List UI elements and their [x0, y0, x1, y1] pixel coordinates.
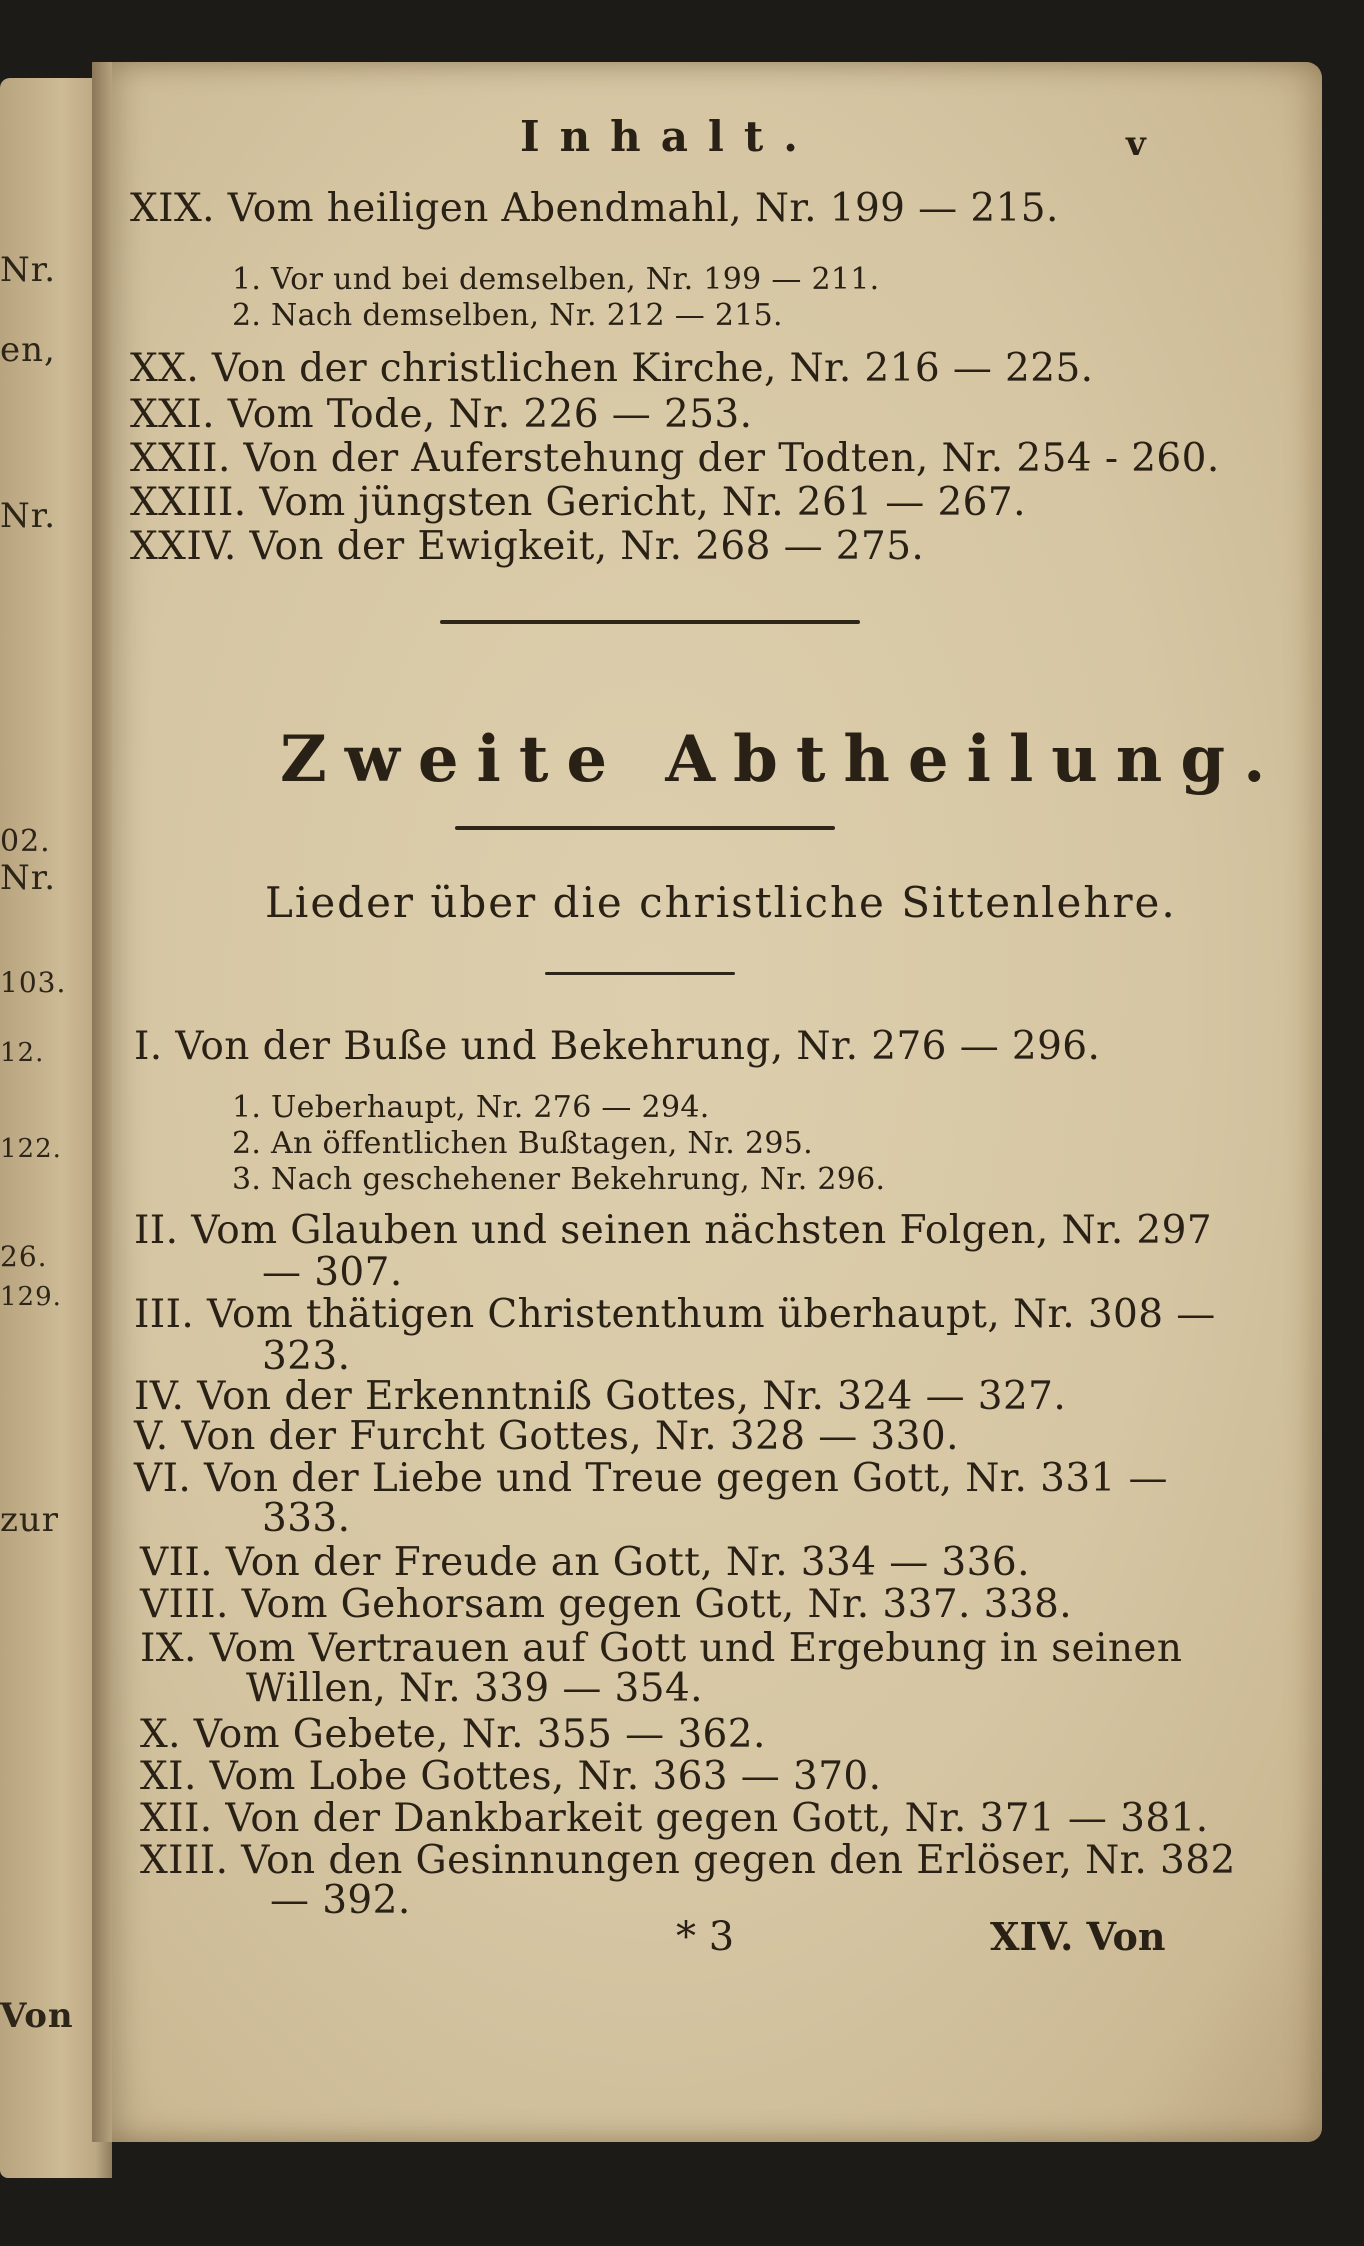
left-page-fragment: 26. [0, 1240, 48, 1273]
toc-subentry: 2. Nach demselben, Nr. 212 — 215. [232, 298, 783, 333]
toc-entry-continuation: 333. [262, 1496, 351, 1541]
toc-entry-continuation: — 392. [270, 1878, 411, 1923]
left-page-fragment: en, [0, 330, 56, 370]
toc-entry: XXIII. Vom jüngsten Gericht, Nr. 261 — 267. [130, 480, 1026, 525]
toc-entry-continuation: Willen, Nr. 339 — 354. [246, 1666, 703, 1711]
toc-entry: IV. Von der Erkenntniß Gottes, Nr. 324 — 327. [134, 1374, 1067, 1419]
left-page-fragment: 103. [0, 966, 67, 999]
toc-entry: XIX. Vom heiligen Abendmahl, Nr. 199 — 215. [130, 186, 1059, 231]
toc-entry: XIII. Von den Gesinnungen gegen den Erlöser, Nr. 382 [140, 1838, 1236, 1883]
toc-entry-continuation: 323. [262, 1334, 351, 1379]
left-page-fragment: 12. [0, 1038, 45, 1068]
left-page-fragment: Nr. [0, 496, 57, 536]
toc-entry: II. Vom Glauben und seinen nächsten Folgen, Nr. 297 [134, 1208, 1213, 1253]
section-title: Zweite Abtheilung. [280, 722, 1284, 797]
toc-entry: XXI. Vom Tode, Nr. 226 — 253. [130, 392, 753, 437]
toc-subentry: 3. Nach geschehener Bekehrung, Nr. 296. [232, 1162, 886, 1197]
left-page-fragment: 129. [0, 1282, 62, 1312]
toc-entry: VIII. Vom Gehorsam gegen Gott, Nr. 337. 338. [140, 1582, 1073, 1627]
left-page-fragment: 122. [0, 1134, 62, 1164]
toc-entry: XX. Von der christlichen Kirche, Nr. 216 — 225. [130, 346, 1094, 391]
toc-entry: IX. Vom Vertrauen auf Gott und Ergebung in seinen [140, 1626, 1183, 1671]
toc-subentry: 1. Vor und bei demselben, Nr. 199 — 211. [232, 262, 880, 297]
toc-entry: III. Vom thätigen Christenthum überhaupt, Nr. 308 — [134, 1292, 1216, 1337]
left-page-fragment: zur [0, 1500, 60, 1540]
toc-entry: XXII. Von der Auferstehung der Todten, Nr. 254 - 260. [130, 436, 1220, 481]
toc-entry: X. Vom Gebete, Nr. 355 — 362. [140, 1712, 766, 1757]
toc-entry: VI. Von der Liebe und Treue gegen Gott, Nr. 331 — [134, 1456, 1168, 1501]
left-page-fragment: 02. [0, 824, 51, 859]
divider-rule [545, 972, 735, 975]
book-spine-shadow [92, 62, 112, 2142]
divider-rule [455, 826, 835, 830]
toc-subentry: 1. Ueberhaupt, Nr. 276 — 294. [232, 1090, 710, 1125]
toc-entry: VII. Von der Freude an Gott, Nr. 334 — 336. [140, 1540, 1030, 1585]
section-subtitle: Lieder über die christliche Sittenlehre. [265, 878, 1177, 927]
toc-entry: XI. Vom Lobe Gottes, Nr. 363 — 370. [140, 1754, 882, 1799]
toc-entry: XXIV. Von der Ewigkeit, Nr. 268 — 275. [130, 524, 925, 569]
divider-rule [440, 620, 860, 624]
running-header-title: Inhalt. [520, 112, 818, 161]
left-page-fragment: Nr. [0, 250, 57, 290]
left-page-fragment: Nr. [0, 858, 57, 898]
toc-entry: V. Von der Furcht Gottes, Nr. 328 — 330. [134, 1414, 959, 1459]
catchword: XIV. Von [990, 1914, 1166, 1959]
toc-entry: I. Von der Buße und Bekehrung, Nr. 276 — 296. [134, 1024, 1101, 1069]
left-page-fragment: Von [0, 1996, 74, 2036]
toc-subentry: 2. An öffentlichen Bußtagen, Nr. 295. [232, 1126, 813, 1161]
toc-entry: XII. Von der Dankbarkeit gegen Gott, Nr. 371 — 381. [140, 1796, 1209, 1841]
signature-mark: * 3 [676, 1914, 735, 1960]
toc-entry-continuation: — 307. [262, 1250, 403, 1295]
page-number: v [1126, 124, 1146, 164]
